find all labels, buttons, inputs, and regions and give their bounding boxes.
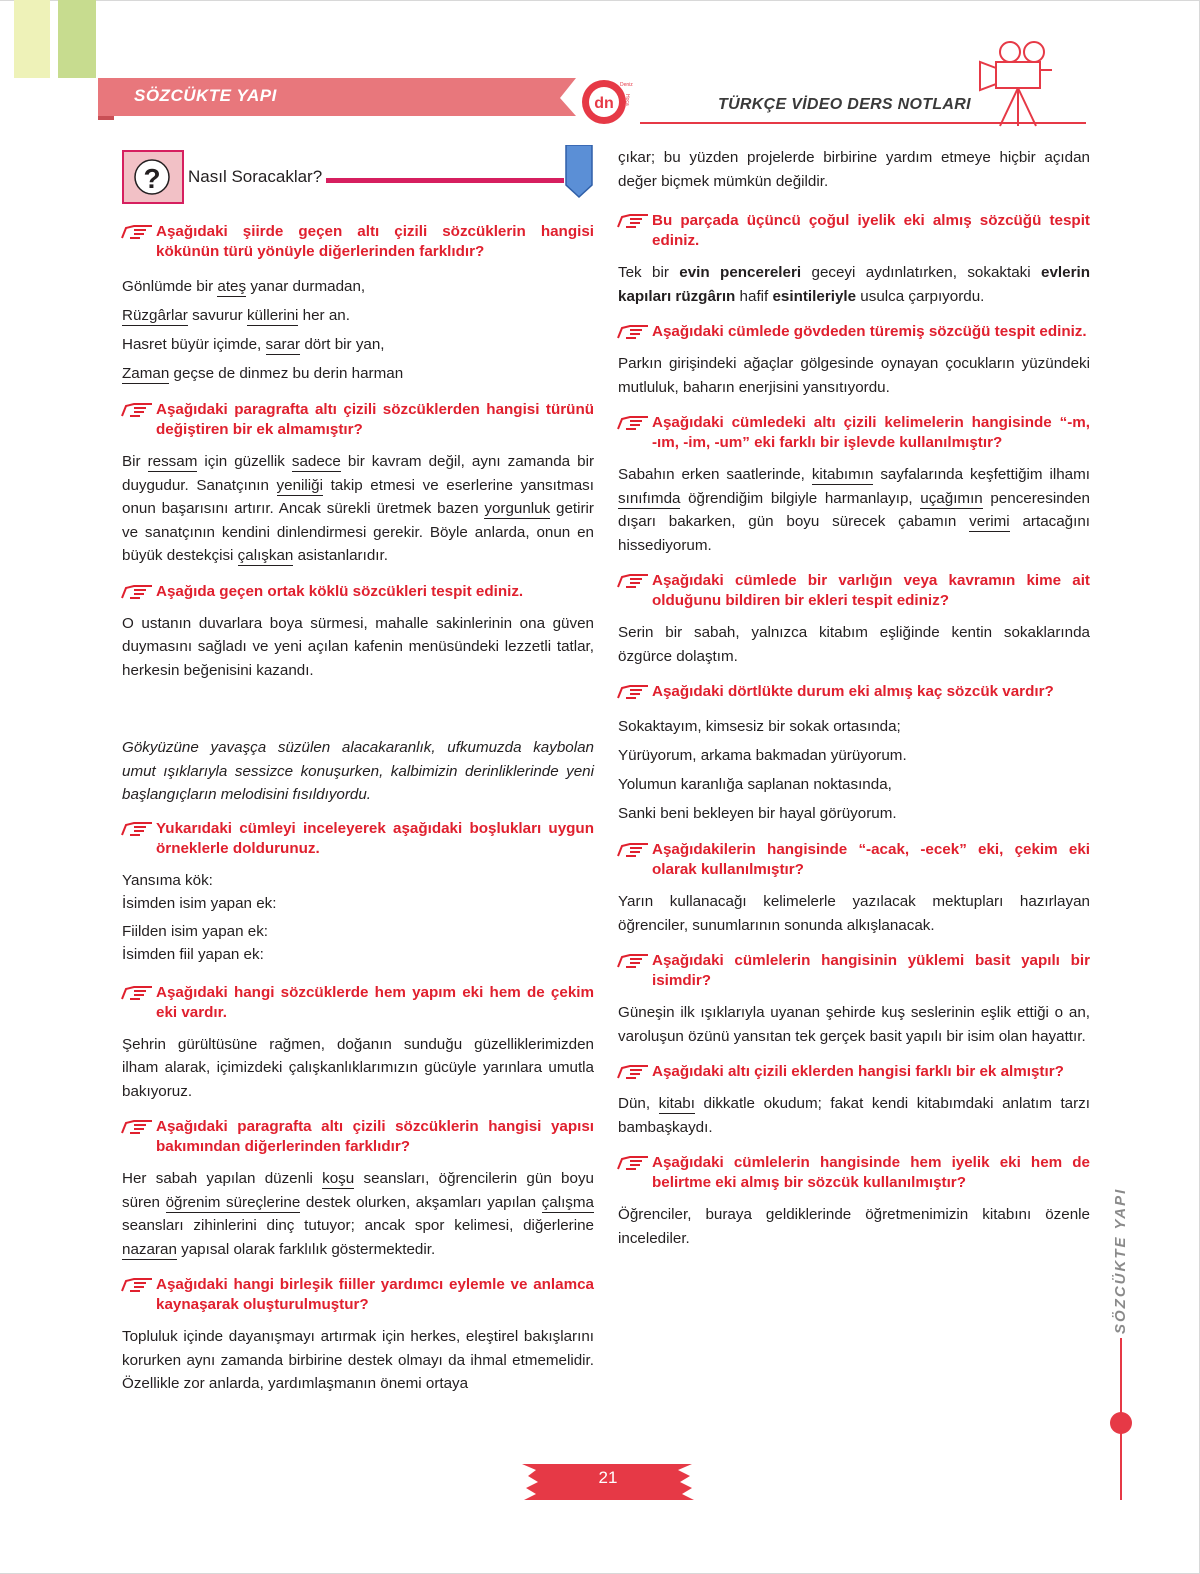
right-column [618, 146, 1090, 1264]
pointing-hand-icon [120, 981, 154, 1003]
paragraph-continued: çıkar; bu yüzden projelerde birbirine yardım etmeye hiçbir açıdan değer biçmek mümkün değildir. [618, 149, 1090, 190]
question-11: Aşağıdaki cümlede bir varlığın veya kavramın kime ait olduğunu bildiren bir ekleri tespit ediniz? [618, 571, 1090, 611]
section-title: SÖZCÜKTE YAPI [134, 86, 277, 105]
poem-line: Sanki beni bekleyen bir hayal görüyorum. [618, 805, 897, 822]
paragraph: Topluluk içinde dayanışmayı artırmak için herkes, eleştirel bakışlarını korurken aynı zamanda birbirine destek olmayı da ihmal etmemelidir. Özellikle zor anlarda, yardımlaşmanın önemi ortaya [122, 1328, 594, 1392]
poem-line: Yolumun karanlığa saplanan noktasında, [618, 776, 892, 793]
logo-small-2: Hoca [624, 94, 630, 106]
pointing-hand-icon [120, 1273, 154, 1295]
pointing-hand-icon [616, 411, 650, 433]
paragraph: Sabahın erken saatlerinde, kitabımın sayfalarında keşfettiğim ilhamı sınıfımda öğrendiğim bilgiyle harmanlayıp, uçağımın penceresinden dışarı bakarken, gün boyu sürecek çabamın verimi artacağını hissediyorum. [618, 466, 1091, 554]
question-5: Aşağıdaki hangi sözcüklerde hem yapım eki hem de çekim eki vardır. [122, 983, 594, 1023]
underlined-word: sarar [265, 336, 301, 353]
bold-phrase: esintileriyle [772, 287, 857, 305]
paragraph: Öğrenciler, buraya geldiklerinde öğretmenimizin kitabını özenle incelediler. [618, 1206, 1090, 1247]
italic-passage: Gökyüzüne yavaşça süzülen alacakaranlık, ufkumuzda kaybolan umut ışıklarıyla sessizce konuşurken, kalbimizin derinliklerinde yeni başlangıçların melodisini fısıldıyordu. [122, 739, 594, 803]
side-title: SÖZCÜKTE YAPI [1104, 1168, 1138, 1338]
question-1: Aşağıdaki şiirde geçen altı çizili sözcüklerin hangisi kökünün türü yönüyle diğerlerinden farklıdır? [122, 222, 594, 262]
pointing-hand-icon [616, 949, 650, 971]
paragraph: Güneşin ilk ışıklarıyla uyanan şehirde kuş seslerinin eşlik ettiği o an, varoluşun özünü yansıtan tek gerçek basit yapılı bir isim olan hayattır. [618, 1004, 1090, 1045]
paragraph: Bir ressam için güzellik sadece bir kavram değil, aynı zamanda bir duygudur. Sanatçının yeniliği takip etmesi ve eserlerine yansıtması onun başarısını artırır. Ancak sürekli üretmek bazen yorgunluk getirir ve sanatçının kendini dinlendirmesi gerekir. Böyle anlarda, onun en büyük destekçisi çalışkan asistanlarıdır. [122, 453, 594, 564]
question-12: Aşağıdaki dörtlükte durum eki almış kaç sözcük vardır? [618, 682, 1090, 702]
decor-tab-green [58, 0, 96, 78]
paragraph: Her sabah yapılan düzenli koşu seansları, öğrencilerin gün boyu süren öğrenim süreçlerine destek olurken, akşamları yapılan çalışma seansları zihinlerini dinç tutuyor; ancak spor kelimesi, diğerlerine nazaran yapısal olarak farklılık göstermektedir. [122, 1170, 594, 1258]
underlined-word: öğrenim süreçlerine [165, 1193, 301, 1211]
series-title: TÜRKÇE VİDEO DERS NOTLARI [718, 96, 971, 113]
question-10: Aşağıdaki cümledeki altı çizili kelimelerin hangisinde “-m, -ım, -im, -um” eki farklı bir işlevde kullanılmıştır? [618, 413, 1090, 453]
video-camera-icon [972, 38, 1088, 128]
underlined-word: yeniliği [276, 476, 323, 494]
poem [122, 272, 594, 388]
underlined-word: Zaman [122, 365, 170, 382]
paragraph: Şehrin gürültüsüne rağmen, doğanın sunduğu güzelliklerimizden ilham alarak, içimizdeki çalışkanlıklarımızın gücüyle yarınlara umutla bakıyoruz. [122, 1035, 594, 1100]
how-to-ask-label: Nasıl Soracaklar? [188, 167, 323, 187]
question-13: Aşağıdakilerin hangisinde “-acak, -ecek” eki, çekim eki olarak kullanılmıştır? [618, 840, 1090, 880]
fill-item: Yansıma kök: [122, 871, 213, 889]
underlined-word: verimi [969, 513, 1010, 530]
pointing-hand-icon [616, 569, 650, 591]
paragraph: Tek bir evin pencereleri geceyi aydınlatırken, sokaktaki evlerin kapıları rüzgârın hafif esintileriyle usulca çarpıyordu. [618, 264, 1090, 305]
question-6: Aşağıdaki paragrafta altı çizili sözcüklerin hangisi yapısı bakımından diğerlerinden farklıdır? [122, 1117, 594, 1157]
page-number: 21 [598, 1468, 618, 1487]
bookmark-flag-icon [564, 145, 594, 199]
question-mark-icon [122, 150, 184, 204]
bold-phrase: evlerin kapıları rüzgârın [618, 264, 1090, 305]
poem-line: Rüzgârlar savurur küllerini her an. [122, 307, 350, 324]
fill-item: İsimden isim yapan ek: [122, 895, 277, 912]
question-3: Aşağıda geçen ortak köklü sözcükleri tespit ediniz. [122, 582, 594, 602]
paragraph: Yarın kullanacağı kelimelerle yazılacak mektupları hazırlayan öğrenciler, sunumlarının sonunda alkışlanacak. [618, 893, 1090, 934]
logo-small-1: Deniz [620, 82, 633, 88]
underlined-word: ressam [147, 453, 198, 470]
underlined-word: sadece [291, 453, 341, 470]
poem-line: Zaman geçse de dinmez bu derin harman [122, 365, 404, 382]
brand-logo [580, 78, 636, 126]
question-14: Aşağıdaki cümlelerin hangisinin yüklemi basit yapılı bir isimdir? [618, 951, 1090, 991]
pointing-hand-icon [120, 220, 154, 242]
underlined-word: yorgunluk [484, 500, 551, 517]
question-2: Aşağıdaki paragrafta altı çizili sözcüklerden hangisi türünü değiştiren bir ek almamıştır? [122, 400, 594, 440]
pointing-hand-icon [616, 1151, 650, 1173]
pointing-hand-icon [120, 580, 154, 602]
question-16: Aşağıdaki cümlelerin hangisinde hem iyelik eki hem de belirtme eki almış bir sözcük kullanılmıştır? [618, 1153, 1090, 1193]
poem-line: Yürüyorum, arkama bakmadan yürüyorum. [618, 747, 907, 764]
poem-line: Hasret büyür içimde, sarar dört bir yan, [122, 336, 385, 353]
question-15: Aşağıdaki altı çizili eklerden hangisi farklı bir ek almıştır? [618, 1062, 1090, 1082]
poem-line: Sokaktayım, kimsesiz bir sokak ortasında; [618, 718, 901, 735]
side-dot [1110, 1412, 1132, 1434]
pointing-hand-icon [616, 1060, 650, 1082]
underlined-word: küllerini [246, 307, 299, 324]
question-7: Aşağıdaki hangi birleşik fiiller yardımcı eylemle ve anlamca kaynaşarak oluşturulmuştur? [122, 1275, 594, 1315]
paragraph: Dün, kitabı dikkatle okudum; fakat kendi kitabımdaki anlatım tarzı bambaşkaydı. [618, 1095, 1090, 1136]
underlined-word: kitabımın [811, 466, 874, 483]
fill-item: Fiilden isim yapan ek: [122, 922, 269, 940]
pointing-hand-icon [616, 320, 650, 342]
svg-text:?: ? [143, 163, 161, 194]
underlined-word: çalışkan [237, 547, 294, 564]
question-8: Bu parçada üçüncü çoğul iyelik eki almış sözcüğü tespit ediniz. [618, 211, 1090, 251]
pointing-hand-icon [616, 680, 650, 702]
logo-text: dn [594, 95, 614, 112]
question-4: Yukarıdaki cümleyi inceleyerek aşağıdaki boşlukları uygun örneklerle doldurunuz. [122, 819, 594, 859]
underlined-word: sınıfımda [618, 489, 681, 507]
underlined-word: kitabı [658, 1095, 695, 1112]
pointing-hand-icon [616, 838, 650, 860]
pointing-hand-icon [120, 1115, 154, 1137]
pointing-hand-icon [120, 817, 154, 839]
how-to-ask-bar [326, 178, 564, 183]
underlined-word: uçağımın [920, 489, 983, 507]
fill-item: İsimden fiil yapan ek: [122, 946, 264, 963]
pointing-hand-icon [616, 209, 650, 231]
bold-phrase: evin pencereleri [679, 264, 802, 281]
pointing-hand-icon [120, 398, 154, 420]
paragraph: Parkın girişindeki ağaçlar gölgesinde oynayan çocukların yüzündeki mutluluk, baharın enerjisini yansıtıyordu. [618, 355, 1090, 396]
paragraph: Serin bir sabah, yalnızca kitabım eşliğinde kentin sokaklarında özgürce dolaştım. [618, 624, 1090, 665]
underlined-word: ateş [217, 278, 247, 295]
decor-tab-yellow [14, 0, 50, 78]
question-9: Aşağıdaki cümlede gövdeden türemiş sözcüğü tespit ediniz. [618, 322, 1090, 342]
underlined-word: Rüzgârlar [122, 307, 188, 324]
quatrain [618, 712, 1090, 828]
paragraph: O ustanın duvarlara boya sürmesi, mahalle sakinlerinin ona güven duymasını sağladı ve yeni açılan kafenin menüsündeki lezzetli tatlar, herkesin beğenisini kazandı. [122, 614, 594, 679]
underlined-word: nazaran [122, 1240, 177, 1258]
poem-line: Gönlümde bir ateş yanar durmadan, [122, 278, 366, 295]
underlined-word: çalışma [541, 1193, 594, 1211]
underlined-word: koşu [322, 1170, 355, 1187]
fill-in-list [122, 869, 594, 967]
how-to-ask-header [122, 150, 594, 204]
left-column [122, 150, 594, 1410]
